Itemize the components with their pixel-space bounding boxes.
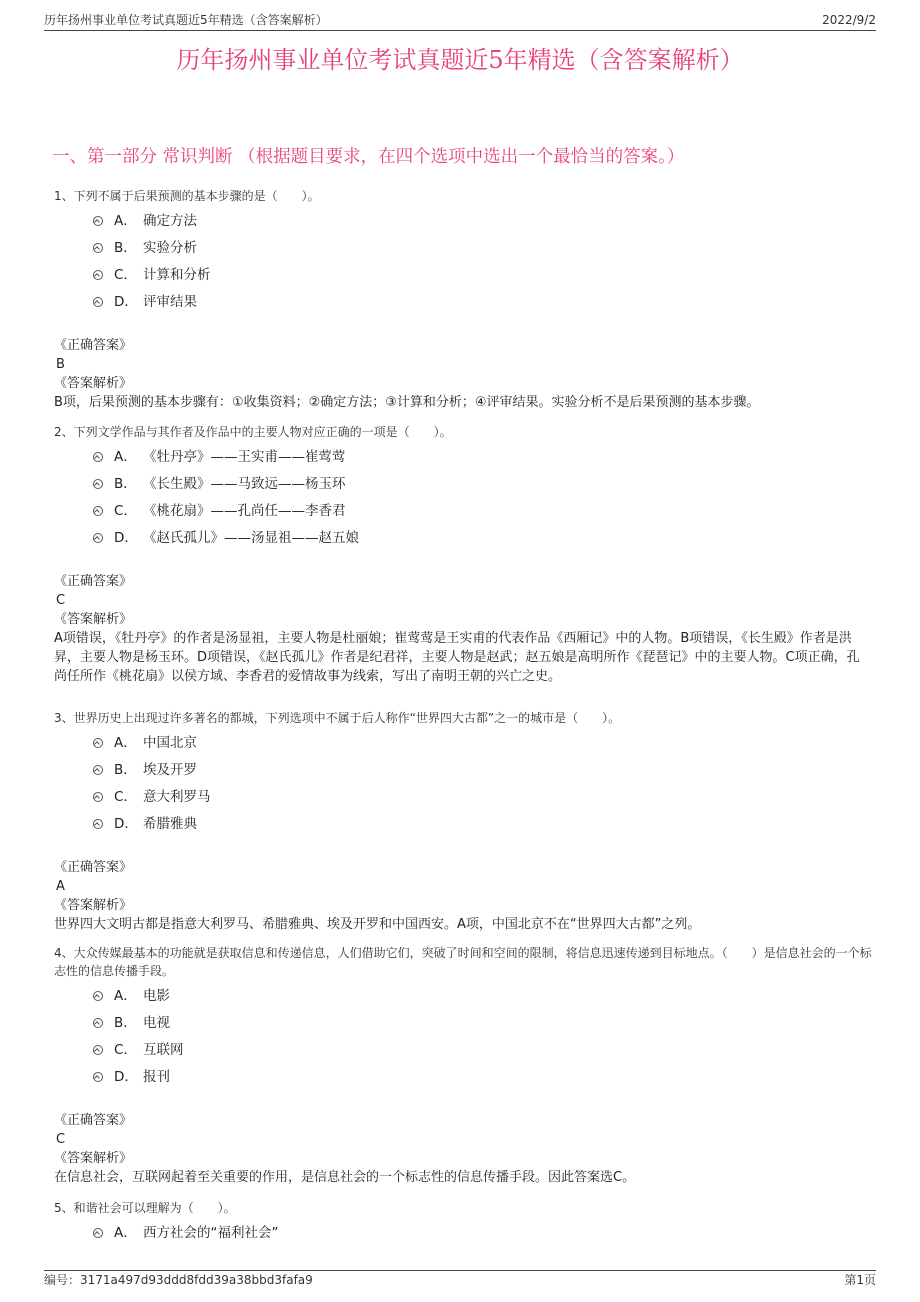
option-text: 《赵氏孤儿》——汤显祖——赵五娘: [143, 530, 359, 546]
option-a[interactable]: [54, 208, 872, 235]
option-d[interactable]: [54, 289, 872, 316]
option-letter: A．: [114, 449, 137, 465]
question-stem: 2、下列文学作品与其作者及作品中的主要人物对应正确的一项是（ ）。: [54, 425, 452, 439]
question-1: [54, 187, 872, 412]
option-list: [54, 730, 872, 838]
analysis-text: 世界四大文明古都是指意大利罗马、希腊雅典、埃及开罗和中国西安。A项，中国北京不在“世界四大古都”之列。: [54, 917, 701, 932]
option-b[interactable]: [54, 757, 872, 784]
option-a[interactable]: [54, 730, 872, 757]
section-heading: 一、第一部分 常识判断 （根据题目要求，在四个选项中选出一个最恰当的答案。）: [52, 147, 685, 167]
option-letter: C．: [114, 267, 137, 283]
radio-icon[interactable]: [93, 243, 103, 253]
option-a[interactable]: [54, 444, 872, 471]
radio-icon[interactable]: [93, 270, 103, 280]
document-title: 历年扬州事业单位考试真题近5年精选（含答案解析）: [176, 46, 744, 74]
radio-icon[interactable]: [93, 991, 103, 1001]
option-text: 互联网: [143, 1042, 184, 1058]
header-doc-name: 历年扬州事业单位考试真题近5年精选（含答案解析）: [44, 13, 328, 27]
option-list: [54, 208, 872, 316]
option-letter: C．: [114, 789, 137, 805]
analysis-label: 《答案解析》: [54, 376, 133, 391]
option-b[interactable]: [54, 471, 872, 498]
option-letter: A．: [114, 988, 137, 1004]
option-c[interactable]: [54, 784, 872, 811]
analysis-text: A项错误，《牡丹亭》的作者是汤显祖，主要人物是杜丽娘；崔莺莺是王实甫的代表作品《西厢记》中的人物。B项错误，《长生殿》作者是洪昇，主要人物是杨玉环。D项错误，《赵氏孤儿》作者是纪君祥，主要人物是赵武；赵五娘是高明所作《琵琶记》中的主要人物。C项正确，孔尚任所作《桃花扇》以侯方域、李香君的爱情故事为线索，写出了南明王朝的兴亡之史。: [54, 631, 860, 684]
answer-value: A: [56, 879, 65, 894]
option-letter: A．: [114, 213, 137, 229]
option-letter: C．: [114, 1042, 137, 1058]
answer-label: 《正确答案》: [54, 860, 133, 875]
radio-icon[interactable]: [93, 533, 103, 543]
option-text: 《长生殿》——马致远——杨玉环: [143, 476, 346, 492]
option-d[interactable]: [54, 525, 872, 552]
radio-icon[interactable]: [93, 1045, 103, 1055]
option-letter: D．: [114, 530, 138, 546]
option-text: 电影: [143, 988, 170, 1004]
question-3: [54, 709, 872, 934]
answer-value: C: [56, 593, 66, 608]
option-letter: A．: [114, 1225, 137, 1241]
answer-value: C: [56, 1132, 66, 1147]
analysis-label: 《答案解析》: [54, 612, 133, 627]
option-a[interactable]: [54, 983, 872, 1010]
radio-icon[interactable]: [93, 506, 103, 516]
option-list: [54, 444, 872, 552]
answer-block: [54, 1111, 872, 1187]
option-c[interactable]: [54, 1037, 872, 1064]
answer-value: B: [56, 357, 65, 372]
option-letter: B．: [114, 476, 137, 492]
answer-label: 《正确答案》: [54, 338, 133, 353]
question-stem: 1、下列不属于后果预测的基本步骤的是（ ）。: [54, 189, 320, 203]
option-c[interactable]: [54, 262, 872, 289]
option-letter: D．: [114, 1069, 138, 1085]
option-text: 报刊: [143, 1069, 170, 1085]
radio-icon[interactable]: [93, 297, 103, 307]
page-footer: [44, 1270, 876, 1289]
option-b[interactable]: [54, 235, 872, 262]
option-letter: A．: [114, 735, 137, 751]
option-letter: D．: [114, 294, 138, 310]
analysis-label: 《答案解析》: [54, 898, 133, 913]
radio-icon[interactable]: [93, 1018, 103, 1028]
radio-icon[interactable]: [93, 765, 103, 775]
answer-block: [54, 858, 872, 934]
question-2: [54, 423, 872, 686]
footer-doc-code: 编号：3171a497d93ddd8fdd39a38bbd3fafa9: [44, 1273, 313, 1287]
radio-icon[interactable]: [93, 452, 103, 462]
analysis-text: 在信息社会，互联网起着至关重要的作用，是信息社会的一个标志性的信息传播手段。因此答案选C。: [54, 1170, 636, 1185]
option-text: 《牡丹亭》——王实甫——崔莺莺: [143, 449, 346, 465]
radio-icon[interactable]: [93, 819, 103, 829]
analysis-label: 《答案解析》: [54, 1151, 133, 1166]
radio-icon[interactable]: [93, 738, 103, 748]
option-text: 确定方法: [143, 213, 197, 229]
option-text: 希腊雅典: [143, 816, 197, 832]
question-5: [54, 1199, 872, 1247]
option-d[interactable]: [54, 811, 872, 838]
question-stem: 5、和谐社会可以理解为（ ）。: [54, 1201, 236, 1215]
option-text: 西方社会的“福利社会”: [143, 1225, 279, 1241]
question-4: [54, 944, 872, 1187]
option-text: 意大利罗马: [143, 789, 211, 805]
option-text: 实验分析: [143, 240, 197, 256]
option-text: 埃及开罗: [143, 762, 197, 778]
radio-icon[interactable]: [93, 216, 103, 226]
option-letter: D．: [114, 816, 138, 832]
option-text: 中国北京: [143, 735, 197, 751]
option-list: [54, 983, 872, 1091]
answer-label: 《正确答案》: [54, 1113, 133, 1128]
answer-block: [54, 336, 872, 412]
header-date: 2022/9/2: [822, 13, 876, 27]
footer-page-number: 第1页: [844, 1273, 876, 1287]
analysis-text: B项，后果预测的基本步骤有：①收集资料；②确定方法；③计算和分析；④评审结果。实验分析不是后果预测的基本步骤。: [54, 395, 760, 410]
radio-icon[interactable]: [93, 792, 103, 802]
answer-label: 《正确答案》: [54, 574, 133, 589]
question-stem: 4、大众传媒最基本的功能就是获取信息和传递信息，人们借助它们，突破了时间和空间的限制，将信息迅速传递到目标地点。（ ）是信息社会的一个标志性的信息传播手段。: [54, 946, 872, 978]
radio-icon[interactable]: [93, 1072, 103, 1082]
option-text: 计算和分析: [143, 267, 211, 283]
radio-icon[interactable]: [93, 479, 103, 489]
question-stem: 3、世界历史上出现过许多著名的都城，下列选项中不属于后人称作“世界四大古都”之一的城市是（ ）。: [54, 711, 621, 725]
option-text: 电视: [143, 1015, 170, 1031]
option-letter: C．: [114, 503, 137, 519]
answer-block: [54, 572, 872, 686]
option-a[interactable]: [54, 1220, 872, 1247]
option-b[interactable]: [54, 1010, 872, 1037]
option-letter: B．: [114, 1015, 137, 1031]
option-d[interactable]: [54, 1064, 872, 1091]
option-letter: B．: [114, 240, 137, 256]
option-c[interactable]: [54, 498, 872, 525]
option-letter: B．: [114, 762, 137, 778]
radio-icon[interactable]: [93, 1228, 103, 1238]
option-text: 评审结果: [143, 294, 197, 310]
page-header: [44, 12, 876, 31]
option-text: 《桃花扇》——孔尚任——李香君: [143, 503, 346, 519]
option-list: [54, 1220, 872, 1247]
